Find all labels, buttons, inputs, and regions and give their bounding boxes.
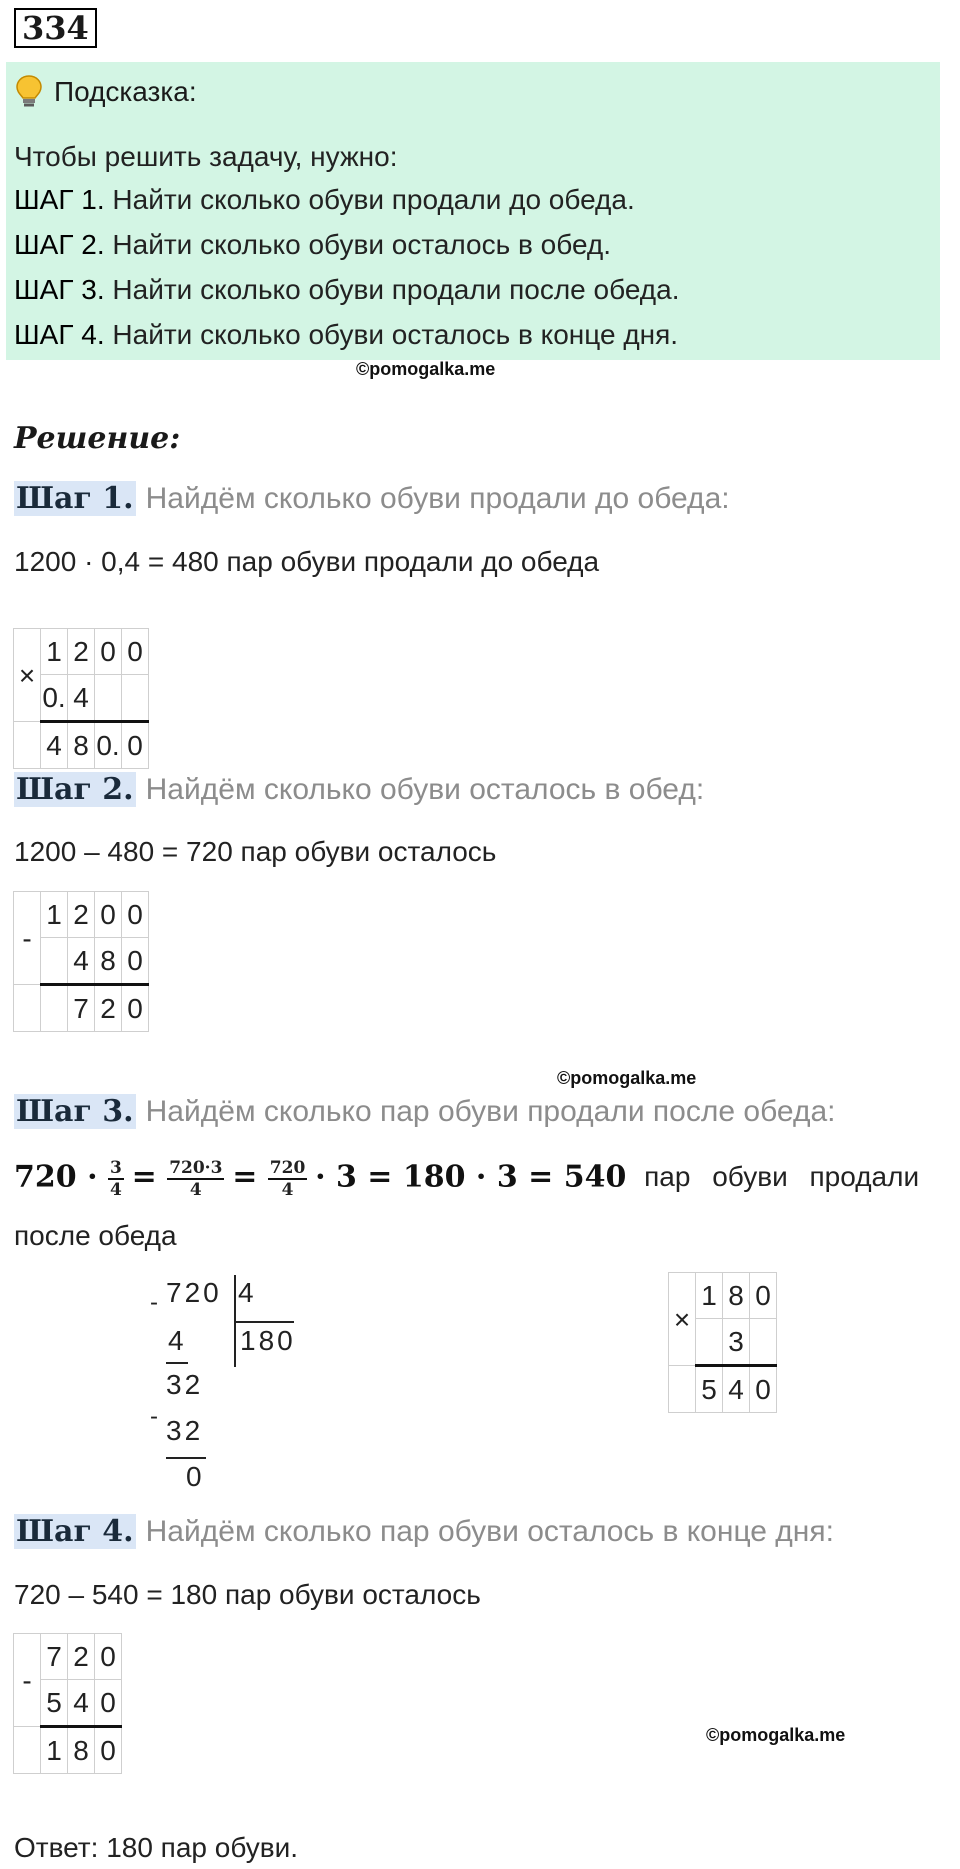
step3-expression: 720 · $\frac{3}{4}$ = $\frac{720\cdot 3}{4}$ = $\frac{720}{4}$ · 3 = 180 · 3 = 540 пар обуви продали [14, 1158, 920, 1200]
task-number: 334 [14, 8, 97, 48]
grid-cell: 2 [95, 985, 122, 1032]
grid-cell: 7 [68, 985, 95, 1032]
grid-cell: 8 [723, 1273, 750, 1319]
grid-cell: 3 [723, 1319, 750, 1366]
hint-title: Подсказка: [14, 74, 197, 110]
grid-cell [41, 938, 68, 985]
grid-cell: 4 [68, 1680, 95, 1727]
watermark: ©pomogalka.me [557, 1068, 697, 1088]
grid-cell: 0 [122, 892, 149, 938]
step2-heading: Шаг 2. Найдём сколько обуви осталось в обед: [16, 772, 705, 807]
grid-cell: 4 [723, 1366, 750, 1413]
grid-cell: 1 [696, 1273, 723, 1319]
grid-cell: 1 [41, 629, 68, 675]
grid-cell: 0 [95, 629, 122, 675]
step1-heading: Шаг 1. Найдём сколько обуви продали до обеда: [16, 481, 730, 516]
hint-intro: Чтобы решить задачу, нужно: [14, 141, 398, 172]
grid-cell: 0 [95, 1680, 122, 1727]
grid-cell: 0 [95, 892, 122, 938]
grid-cell: 0 [122, 938, 149, 985]
grid-cell [14, 985, 41, 1032]
grid-cell [14, 722, 41, 769]
grid-cell [14, 1727, 41, 1774]
step1-multiplication-grid [13, 628, 149, 769]
grid-cell: 0 [750, 1366, 777, 1413]
step4-heading: Шаг 4. Найдём сколько пар обуви осталось в конце дня: [16, 1514, 834, 1549]
hint-step-1: ШАГ 1. Найти сколько обуви продали до обеда. [14, 184, 635, 215]
grid-cell: 8 [68, 722, 95, 769]
step2-equation: 1200 – 480 = 720 пар обуви осталось [14, 836, 497, 867]
grid-cell: 0 [122, 985, 149, 1032]
grid-cell: 0 [95, 1727, 122, 1774]
grid-cell: 1 [41, 892, 68, 938]
grid-cell [122, 675, 149, 722]
step3-equation-tail: после обеда [14, 1220, 177, 1251]
hint-step-4: ШАГ 4. Найти сколько обуви осталось в конце дня. [14, 319, 679, 350]
grid-cell: - [14, 1634, 41, 1727]
step3-multiplication-grid [668, 1272, 777, 1413]
grid-cell: 5 [41, 1680, 68, 1727]
hint-step-2: ШАГ 2. Найти сколько обуви осталось в обед. [14, 229, 612, 260]
grid-cell: 1 [41, 1727, 68, 1774]
grid-cell: - [14, 892, 41, 985]
grid-cell: 0 [95, 1634, 122, 1680]
step3-heading: Шаг 3. Найдём сколько пар обуви продали после обеда: [16, 1094, 836, 1129]
grid-cell: 8 [95, 938, 122, 985]
grid-cell: 2 [68, 892, 95, 938]
grid-cell: × [669, 1273, 696, 1366]
watermark: ©pomogalka.me [356, 359, 496, 379]
hint-step-3: ШАГ 3. Найти сколько обуви продали после обеда. [14, 274, 680, 305]
step4-equation: 720 – 540 = 180 пар обуви осталось [14, 1579, 481, 1610]
grid-cell: 0 [750, 1273, 777, 1319]
grid-cell: 0 [122, 629, 149, 675]
step4-subtraction-grid [13, 1633, 122, 1774]
step2-subtraction-grid [13, 891, 149, 1032]
grid-cell: 4 [68, 938, 95, 985]
answer: Ответ: 180 пар обуви. [14, 1832, 299, 1863]
step3-long-division: - 720 4 180 4 32 - 32 0 [150, 1277, 296, 1492]
grid-cell [669, 1366, 696, 1413]
grid-cell: 4 [68, 675, 95, 722]
solution-title: Решение: [14, 421, 181, 456]
watermark: ©pomogalka.me [706, 1725, 846, 1745]
grid-cell [41, 985, 68, 1032]
grid-cell: 7 [41, 1634, 68, 1680]
grid-cell [696, 1319, 723, 1366]
grid-cell [750, 1319, 777, 1366]
grid-cell: 0. [41, 675, 68, 722]
lightbulb-icon [14, 74, 44, 110]
grid-cell: 5 [696, 1366, 723, 1413]
grid-cell [95, 675, 122, 722]
grid-cell: 0. [95, 722, 122, 769]
grid-cell: 4 [41, 722, 68, 769]
grid-cell: 0 [122, 722, 149, 769]
grid-cell: 2 [68, 629, 95, 675]
grid-cell: × [14, 629, 41, 722]
grid-cell: 2 [68, 1634, 95, 1680]
grid-cell: 8 [68, 1727, 95, 1774]
step1-equation: 1200 · 0,4 = 480 пар обуви продали до обеда [14, 546, 600, 577]
